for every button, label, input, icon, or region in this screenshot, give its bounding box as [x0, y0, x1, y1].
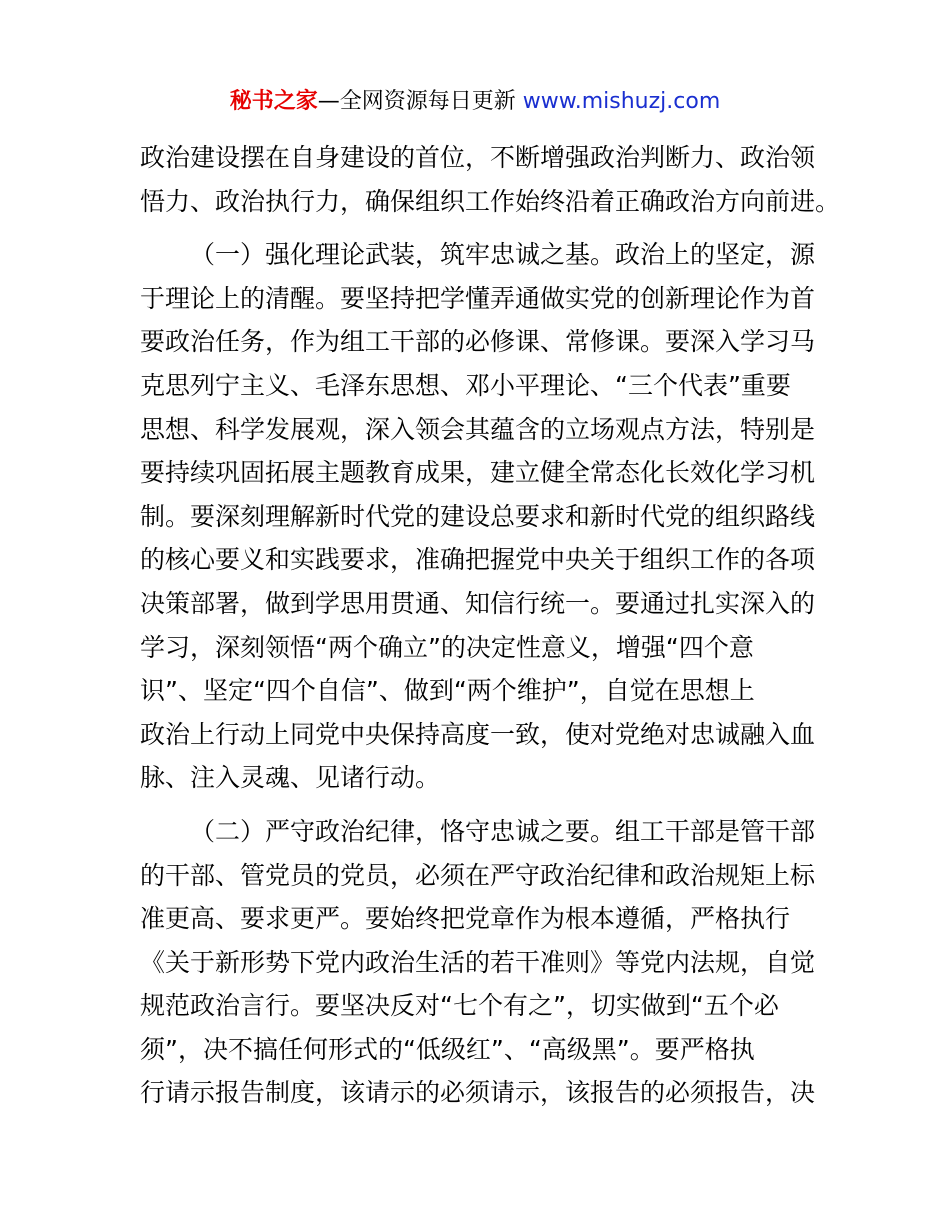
text-line: 要持续巩固拓展主题教育成果，建立健全常态化长效化学习机	[140, 458, 816, 488]
document-body	[140, 136, 841, 1115]
text-line: 行请示报告制度，该请示的必须请示，该报告的必须报告，决	[140, 1078, 816, 1108]
text-line: 识”、坚定“四个自信”、做到“两个维护”，自觉在思想上	[140, 676, 755, 706]
paragraph-section-2	[140, 810, 820, 1115]
text-line: 政治上行动上同党中央保持高度一致，使对党绝对忠诚融入血	[140, 719, 816, 749]
brand-name: 秘书之家	[229, 89, 318, 114]
text-line: 《关于新形势下党内政治生活的若干准则》等党内法规，自觉	[140, 947, 816, 977]
text-line: 规范政治言行。要坚决反对“七个有之”，切实做到“五个必	[140, 991, 779, 1021]
text-line: 克思列宁主义、毛泽东思想、邓小平理论、“三个代表”重要	[140, 370, 791, 400]
site-url-link[interactable]: www.mishuzj.com	[522, 89, 721, 114]
text-line: 学习，深刻领悟“两个确立”的决定性意义，增强“四个意	[140, 632, 754, 662]
text-line: 准更高、要求更严。要始终把党章作为根本遵循，严格执行	[140, 904, 791, 934]
text-line: 悟力、政治执行力，确保组织工作始终沿着正确政治方向前进。	[140, 186, 841, 216]
header-slogan: —全网资源每日更新	[317, 89, 523, 114]
text-line: 要政治任务，作为组工干部的必修课、常修课。要深入学习马	[140, 327, 816, 357]
text-line: 的干部、管党员的党员，必须在严守政治纪律和政治规矩上标	[140, 860, 816, 890]
text-line: 脉、注入灵魂、见诸行动。	[140, 763, 441, 793]
text-line: （一）强化理论武装，筑牢忠诚之基。政治上的坚定，源	[190, 240, 816, 270]
page-header	[0, 88, 950, 116]
text-line: 政治建设摆在自身建设的首位，不断增强政治判断力、政治领	[140, 143, 816, 172]
text-line: 于理论上的清醒。要坚持把学懂弄通做实党的创新理论作为首	[140, 283, 816, 313]
text-line: （二）严守政治纪律，恪守忠诚之要。组工干部是管干部	[190, 816, 816, 846]
text-line: 制。要深刻理解新时代党的建设总要求和新时代党的组织路线	[140, 501, 816, 531]
paragraph-continuation	[140, 136, 841, 223]
text-line: 须”，决不搞任何形式的“低级红”、“高级黑”。要严格执	[140, 1034, 755, 1064]
text-line: 决策部署，做到学思用贯通、知信行统一。要通过扎实深入的	[140, 588, 816, 618]
paragraph-section-1	[140, 233, 820, 800]
text-line: 思想、科学发展观，深入领会其蕴含的立场观点方法，特别是	[140, 414, 816, 444]
text-line: 的核心要义和实践要求，准确把握党中央关于组织工作的各项	[140, 545, 816, 575]
